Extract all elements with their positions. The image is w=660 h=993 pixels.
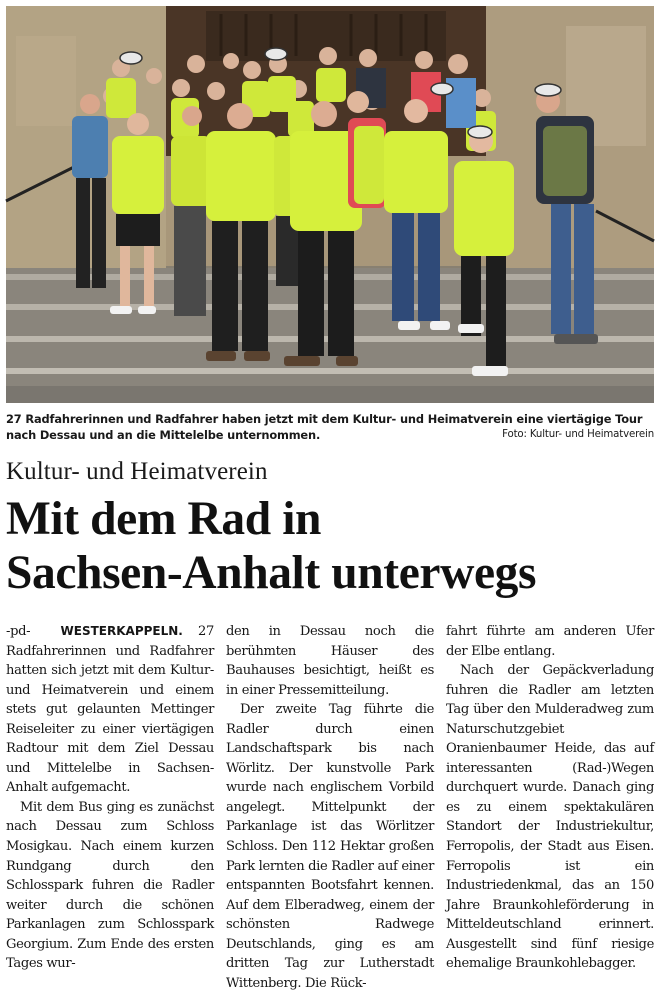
dateline: WESTERKAPPELN. <box>60 624 183 638</box>
article-body <box>6 622 654 991</box>
headline <box>6 492 654 600</box>
paragraph-text: 27 Radfahrerinnen und Radfahrer hatten sich jetzt mit dem Kultur- und Heimatverein und einem stets gut gelaunten Mettinger Reiseleiter zu einer viertägigen Radtour mit dem Ziel Dessau und Mittelelbe in Sachsen-Anhalt aufgemacht. <box>6 624 215 796</box>
group-photo-icon <box>6 6 654 403</box>
kicker: Kultur- und Heimatverein <box>6 458 268 485</box>
photo-caption <box>6 411 654 443</box>
author-tag: -pd- <box>6 624 31 639</box>
paragraph: Mit dem Bus ging es zunächst nach Dessau zum Schloss Mosigkau. Nach einem kurzen Rundgang durch den Schlosspark fuhren die Radler weiter durch die schönen Parkanlagen zum Schlosspark Georgium. Zum Ende des ersten Tages wur- <box>6 799 214 972</box>
paragraph <box>6 622 214 798</box>
headline-line-1: Mit dem Rad in <box>6 493 322 545</box>
photo-credit: Foto: Kultur- und Heimatverein <box>502 429 654 440</box>
paragraph: Der zweite Tag führte die Radler durch einen Landschaftspark bis nach Wörlitz. Der kunstvolle Park wurde nach englischem Vorbild angelegt. Mittelpunkt der Parkanlage ist das Wörlitzer Schloss. Den 112 Hektar großen Park lernten die Radler auf einer entspannten Bootsfahrt kennen. Auf dem Elberadweg, einem der schönsten Radwege Deutschlands, ging es am dritten Tag zur Lutherstadt Wittenberg. Die Rück- <box>226 702 434 991</box>
paragraph: Nach der Gepäckverladung fuhren die Radler am letzten Tag über den Mulderadweg zum Naturschutzgebiet Oranienbaumer Heide, das auf interessanten (Rad-)Wegen durchquert wurde. Danach ging es zu einem spektakulären Standort der Industriekultur, Ferropolis, der Stadt aus Eisen. Ferropolis ist ein Industriedenkmal, das an 150 Jahre Braunkohleförderung in Mitteldeutschland erinnert. Ausgestellt sind fünf riesige ehemalige Braunkohlebagger. <box>446 663 654 972</box>
group-photo <box>6 6 654 403</box>
article-column-1 <box>6 622 215 972</box>
article-column-3 <box>446 622 654 972</box>
paragraph: den in Dessau noch die berühmten Häuser des Bauhauses besichtigt, heißt es in einer Pressemitteilung. <box>226 624 434 698</box>
headline-line-2: Sachsen-Anhalt unterwegs <box>6 547 537 599</box>
article-column-2 <box>226 622 434 991</box>
paragraph: fahrt führte am anderen Ufer der Elbe entlang. <box>446 624 654 659</box>
caption-text: 27 Radfahrerinnen und Radfahrer haben jetzt mit dem Kultur- und Heimatverein eine viertägige Tour nach Dessau und an die Mittelelbe unternommen. <box>6 412 643 442</box>
